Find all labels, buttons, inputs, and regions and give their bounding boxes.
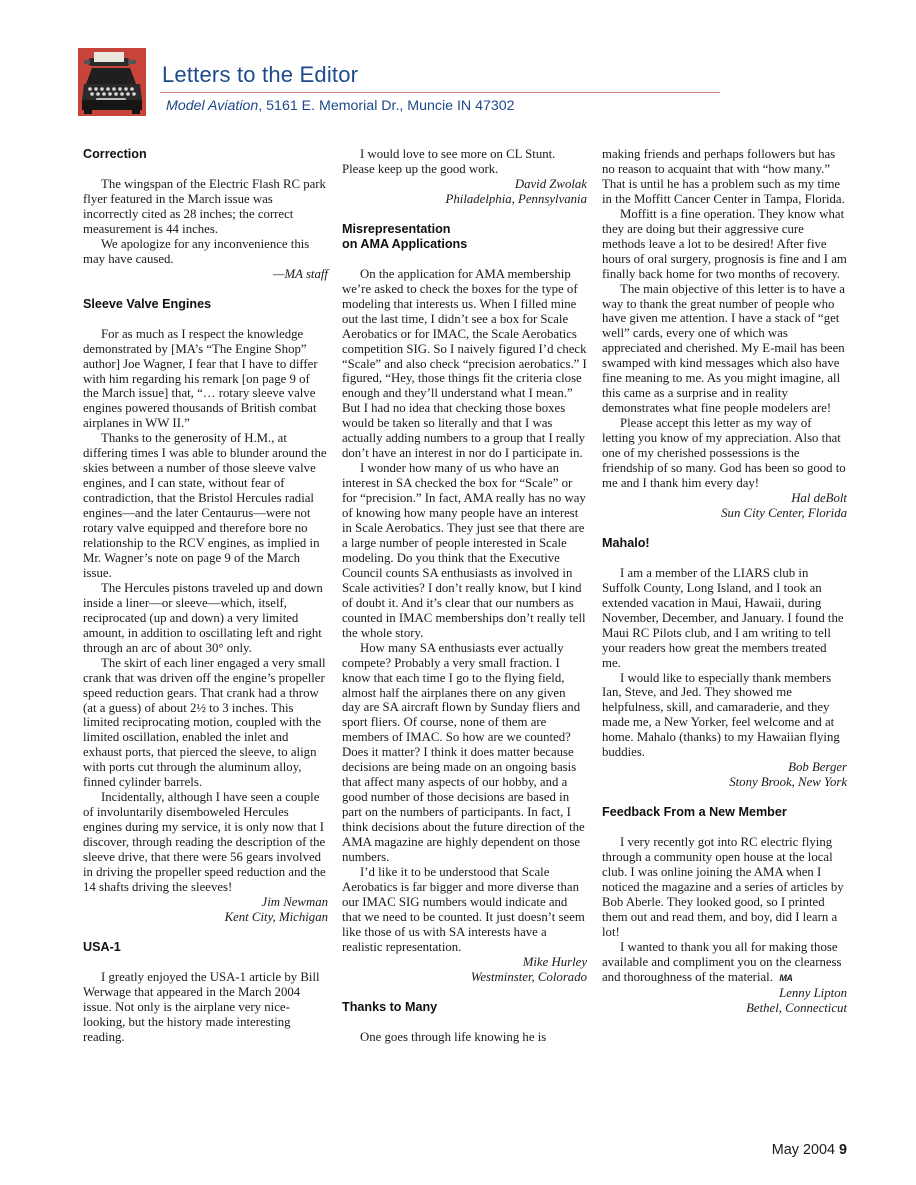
signature: Bethel, Connecticut [746, 1000, 847, 1015]
issue-date: May 2004 [771, 1142, 835, 1158]
paragraph: I would love to see more on CL Stunt. Please keep up the good work. [342, 147, 556, 176]
signature: Mike Hurley [522, 954, 587, 969]
paragraph: I very recently got into RC electric flying through a community open house at the local club. I was online joining the AMA when I noticed the magazine and a series of articles by Bob Aberle. They looked good, so I printed them out and read them, and boy, did I learn a lot! [602, 835, 844, 939]
paragraph: I’d like it to be understood that Scale Aerobatics is far bigger and more diverse than our IMAC SIG numbers would indicate and that we need to be counted. It just doesn’t seem like those of us with SA interests have a realistic representation. [342, 864, 585, 954]
signature: Sun City Center, Florida [721, 505, 847, 520]
paragraph: The main objective of this letter is to have a way to thank the great number of people who have given me attention. I have a stack of “get well” cards, every one of which was appreciated and cherished. My E-mail has been swamped with kind messages which also have fine meaning to me. As you might imagine, all this came as a surprise and in reality demonstrates what fine people modelers are! [602, 281, 845, 416]
typewriter-logo [78, 48, 146, 116]
paragraph: I would like to especially thank members Ian, Steve, and Jed. They showed me helpfulness, skill, and camaraderie, and they made me, a New Yorker, feel welcome and at home. Mahalo (thanks) to my Hawaiian flying buddies. [602, 670, 840, 760]
address-text: , 5161 E. Memorial Dr., Muncie IN 47302 [258, 98, 515, 114]
signature: David Zwolak [514, 176, 587, 191]
paragraph: Please accept this letter as my way of letting you know of my appreciation. Also that one of my cherished possessions is the friendship of so many. God has been so good to me and I thank him every day! [602, 416, 846, 490]
page-title: Letters to the Editor [162, 62, 359, 87]
paragraph: Thanks to the generosity of H.M., at differing times I was able to blunder around the skies between a number of those sleeve valve engines, and I can state, without fear of contradiction, that the Bristol Hercules radial engines—and the later Centaurus—were not rotary valve equipped and therefore bore no relationship to the RCV engines, as implied in Mr. Wagner’s note on page 9 of the March issue. [83, 431, 327, 580]
signature: Kent City, Michigan [224, 909, 328, 924]
paragraph: I am a member of the LIARS club in Suffolk County, Long Island, and I took an extended vacation in Maui, Hawaii, during November, December, and January. I found the Maui RC Pilots club, and I am writing to tell your readers how great the members treated me. [602, 565, 844, 670]
paragraph: The skirt of each liner engaged a very small crank that was driven off the engine’s propeller speed reduction gears. That crank had a throw (at a guess) of about 2½ to 3 inches. This limited reciprocating motion, coupled with the limited oscillation, enabled the inlet and exhaust ports, that pierced the sleeve, to align with ports cut through the aluminum alloy, finned cylinder barrels. [83, 655, 326, 790]
signature: Lenny Lipton [779, 985, 847, 1000]
signature: Hal deBolt [791, 490, 847, 505]
paragraph: How many SA enthusiasts ever actually compete? Probably a very small fraction. I know that each time I go to the flying field, almost half the airplanes there on any given day are SA aircraft flown by Sunday fliers and sport fliers. Of course, none of them are members of IMAC. So how are we counted? Does it matter? I think it does matter because decisions are being made on an ongoing basis that affect many aspects of our hobby, and a good number of those decisions are based in part on the numbers of participants. In fact, I think decisions about the future direction of the AMA magazine are highly dependent on those numbers. [342, 640, 585, 864]
header-rule [160, 92, 720, 93]
signature: Bob Berger [788, 760, 847, 775]
signature: Westminster, Colorado [470, 969, 587, 984]
page-number: 9 [838, 1142, 847, 1158]
paragraph [602, 940, 847, 986]
typewriter-icon [78, 48, 146, 116]
publication-name: Model Aviation [166, 98, 259, 114]
section-heading: Correction [83, 147, 147, 161]
section-heading: Thanks to Many [342, 999, 438, 1014]
column-2 [342, 147, 587, 1045]
masthead [78, 48, 858, 122]
section-heading: Mahalo! [602, 535, 650, 550]
paragraph-text: I wanted to thank you all for making those available and compliment you on the clearness and thoroughness of the material. [602, 939, 842, 984]
publication-address [166, 98, 515, 114]
paragraph: Moffitt is a fine operation. They know what they are doing but their aggressive cure methods leave a lot to be desired! After five hours of oral surgery, prognosis is fine and I am finally back home for two months of recovery. [602, 206, 847, 281]
paragraph: We apologize for any inconvenience this may have caused. [83, 236, 310, 266]
signature: Philadelphia, Pennsylvania [445, 191, 587, 206]
heading-line: Misrepresentation [342, 221, 451, 236]
signature: —MA staff [273, 266, 328, 281]
section-heading [342, 222, 587, 252]
signature: Jim Newman [261, 894, 328, 909]
heading-line: on AMA Applications [342, 236, 468, 251]
page-footer [772, 1142, 847, 1158]
paragraph: I wonder how many of us who have an interest in SA checked the box for “Scale” or for “precision.” In fact, AMA really has no way of knowing how many people have an interest in Scale Aerobatics. They just see that there are a large number of people interested in Scale modeling. Do you think that the Executive Council counts SA enthusiasts as involved in Scale activities? I don’t really know, but I kind of doubt it. And it’s clear that our numbers as counted in IMAC memberships don’t really tell the whole story. [342, 461, 586, 640]
paragraph: The Hercules pistons traveled up and down inside a liner—or sleeve—which, itself, reciprocated (up and down) a very limited amount, in addition to oscillating left and right through an arc of about 30° only. [83, 580, 323, 655]
paragraph: For as much as I respect the knowledge demonstrated by [MA’s “The Engine Shop” author] Joe Wagner, I fear that I have to differ with him regarding his remark [on page 9 of the March issue] that, “… rotary sleeve valve engines powered thousands of British combat airplanes in WW II.” [83, 326, 318, 431]
paragraph: One goes through life knowing he is [360, 1029, 547, 1044]
paragraph: making friends and perhaps followers but has no reason to acquaint that with “how many.” That is until he has a problem such as my time in the Moffitt Cancer Center in Tampa, Florida. [602, 147, 845, 206]
column-3 [602, 147, 847, 1016]
ma-end-mark: MA [779, 972, 793, 983]
paragraph: I greatly enjoyed the USA-1 article by Bill Werwage that appeared in the March 2004 issue. Not only is the airplane very nice-looking, but the history made interesting reading. [83, 969, 320, 1044]
paragraph: On the application for AMA membership we’re asked to check the boxes for the type of modeling that interests us. When I filled mine out the last time, I didn’t see a box for Scale Aerobatics or for IMAC, the Scale Aerobatics competition SIG. So I naively figured I’d check “Scale” and also check “precision aerobatics.” I figured, “Hey, those things fit the criteria close enough and they’ll understand what I mean.” But I had no idea that checking those boxes would be taken so literally and that I was actually adding numbers to a group that I really don’t have an interest in nor do I participate in. [342, 266, 587, 461]
section-heading: Sleeve Valve Engines [83, 296, 212, 311]
column-1 [83, 147, 328, 1045]
paragraph: Incidentally, although I have seen a couple of involuntarily disemboweled Hercules engines during my service, it is only now that I discover, through reading the description of the sleeve drive, that there were 56 gears involved in driving the propeller speed reduction and the 14 shafts driving the sleeves! [83, 790, 326, 894]
section-heading: USA-1 [83, 939, 121, 954]
signature: Stony Brook, New York [729, 775, 847, 790]
paragraph: The wingspan of the Electric Flash RC park flyer featured in the March issue was incorrectly cited as 28 inches; the correct measurement is 44 inches. [83, 177, 326, 236]
section-heading: Feedback From a New Member [602, 805, 787, 820]
